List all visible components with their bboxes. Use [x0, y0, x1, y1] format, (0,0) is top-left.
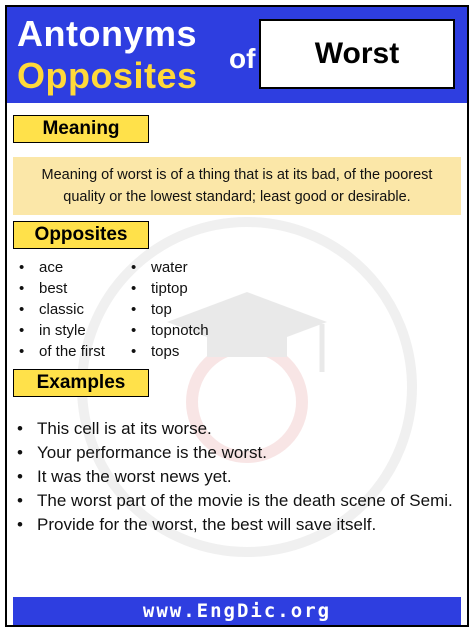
title-connector: of	[229, 43, 256, 74]
footer-banner	[13, 597, 461, 625]
list-item: • tiptop	[129, 278, 279, 299]
example-item: • Your performance is the worst.	[15, 441, 461, 465]
example-item: • It was the worst news yet.	[15, 465, 461, 489]
header-banner	[7, 7, 467, 103]
examples-label: Examples	[13, 369, 149, 397]
example-item: • This cell is at its worse.	[15, 417, 461, 441]
title-opposites: Opposites	[17, 55, 198, 96]
headword: Worst	[314, 37, 400, 70]
example-item: • The worst part of the movie is the death scene of Semi.	[15, 489, 461, 513]
list-item: • best	[17, 278, 137, 299]
list-item: • in style	[17, 320, 137, 341]
footer-url: www.EngDic.org	[142, 600, 332, 622]
list-item: • of the first	[17, 341, 137, 362]
word-box	[259, 19, 455, 89]
meaning-text: Meaning of worst is of a thing that is at its bad, of the poorest quality or the lowest standard; least good or desirable.	[13, 157, 461, 215]
antonyms-card	[5, 5, 469, 627]
list-item: • classic	[17, 299, 137, 320]
opposites-column-2	[129, 257, 279, 362]
opposites-column-1	[17, 257, 137, 362]
example-item: • Provide for the worst, the best will save itself.	[15, 513, 461, 537]
opposites-label: Opposites	[13, 221, 149, 249]
examples-list	[15, 417, 461, 537]
title-antonyms: Antonyms	[17, 13, 198, 54]
list-item: • topnotch	[129, 320, 279, 341]
list-item: • ace	[17, 257, 137, 278]
list-item: • water	[129, 257, 279, 278]
meaning-label: Meaning	[13, 115, 149, 143]
list-item: • top	[129, 299, 279, 320]
list-item: • tops	[129, 341, 279, 362]
